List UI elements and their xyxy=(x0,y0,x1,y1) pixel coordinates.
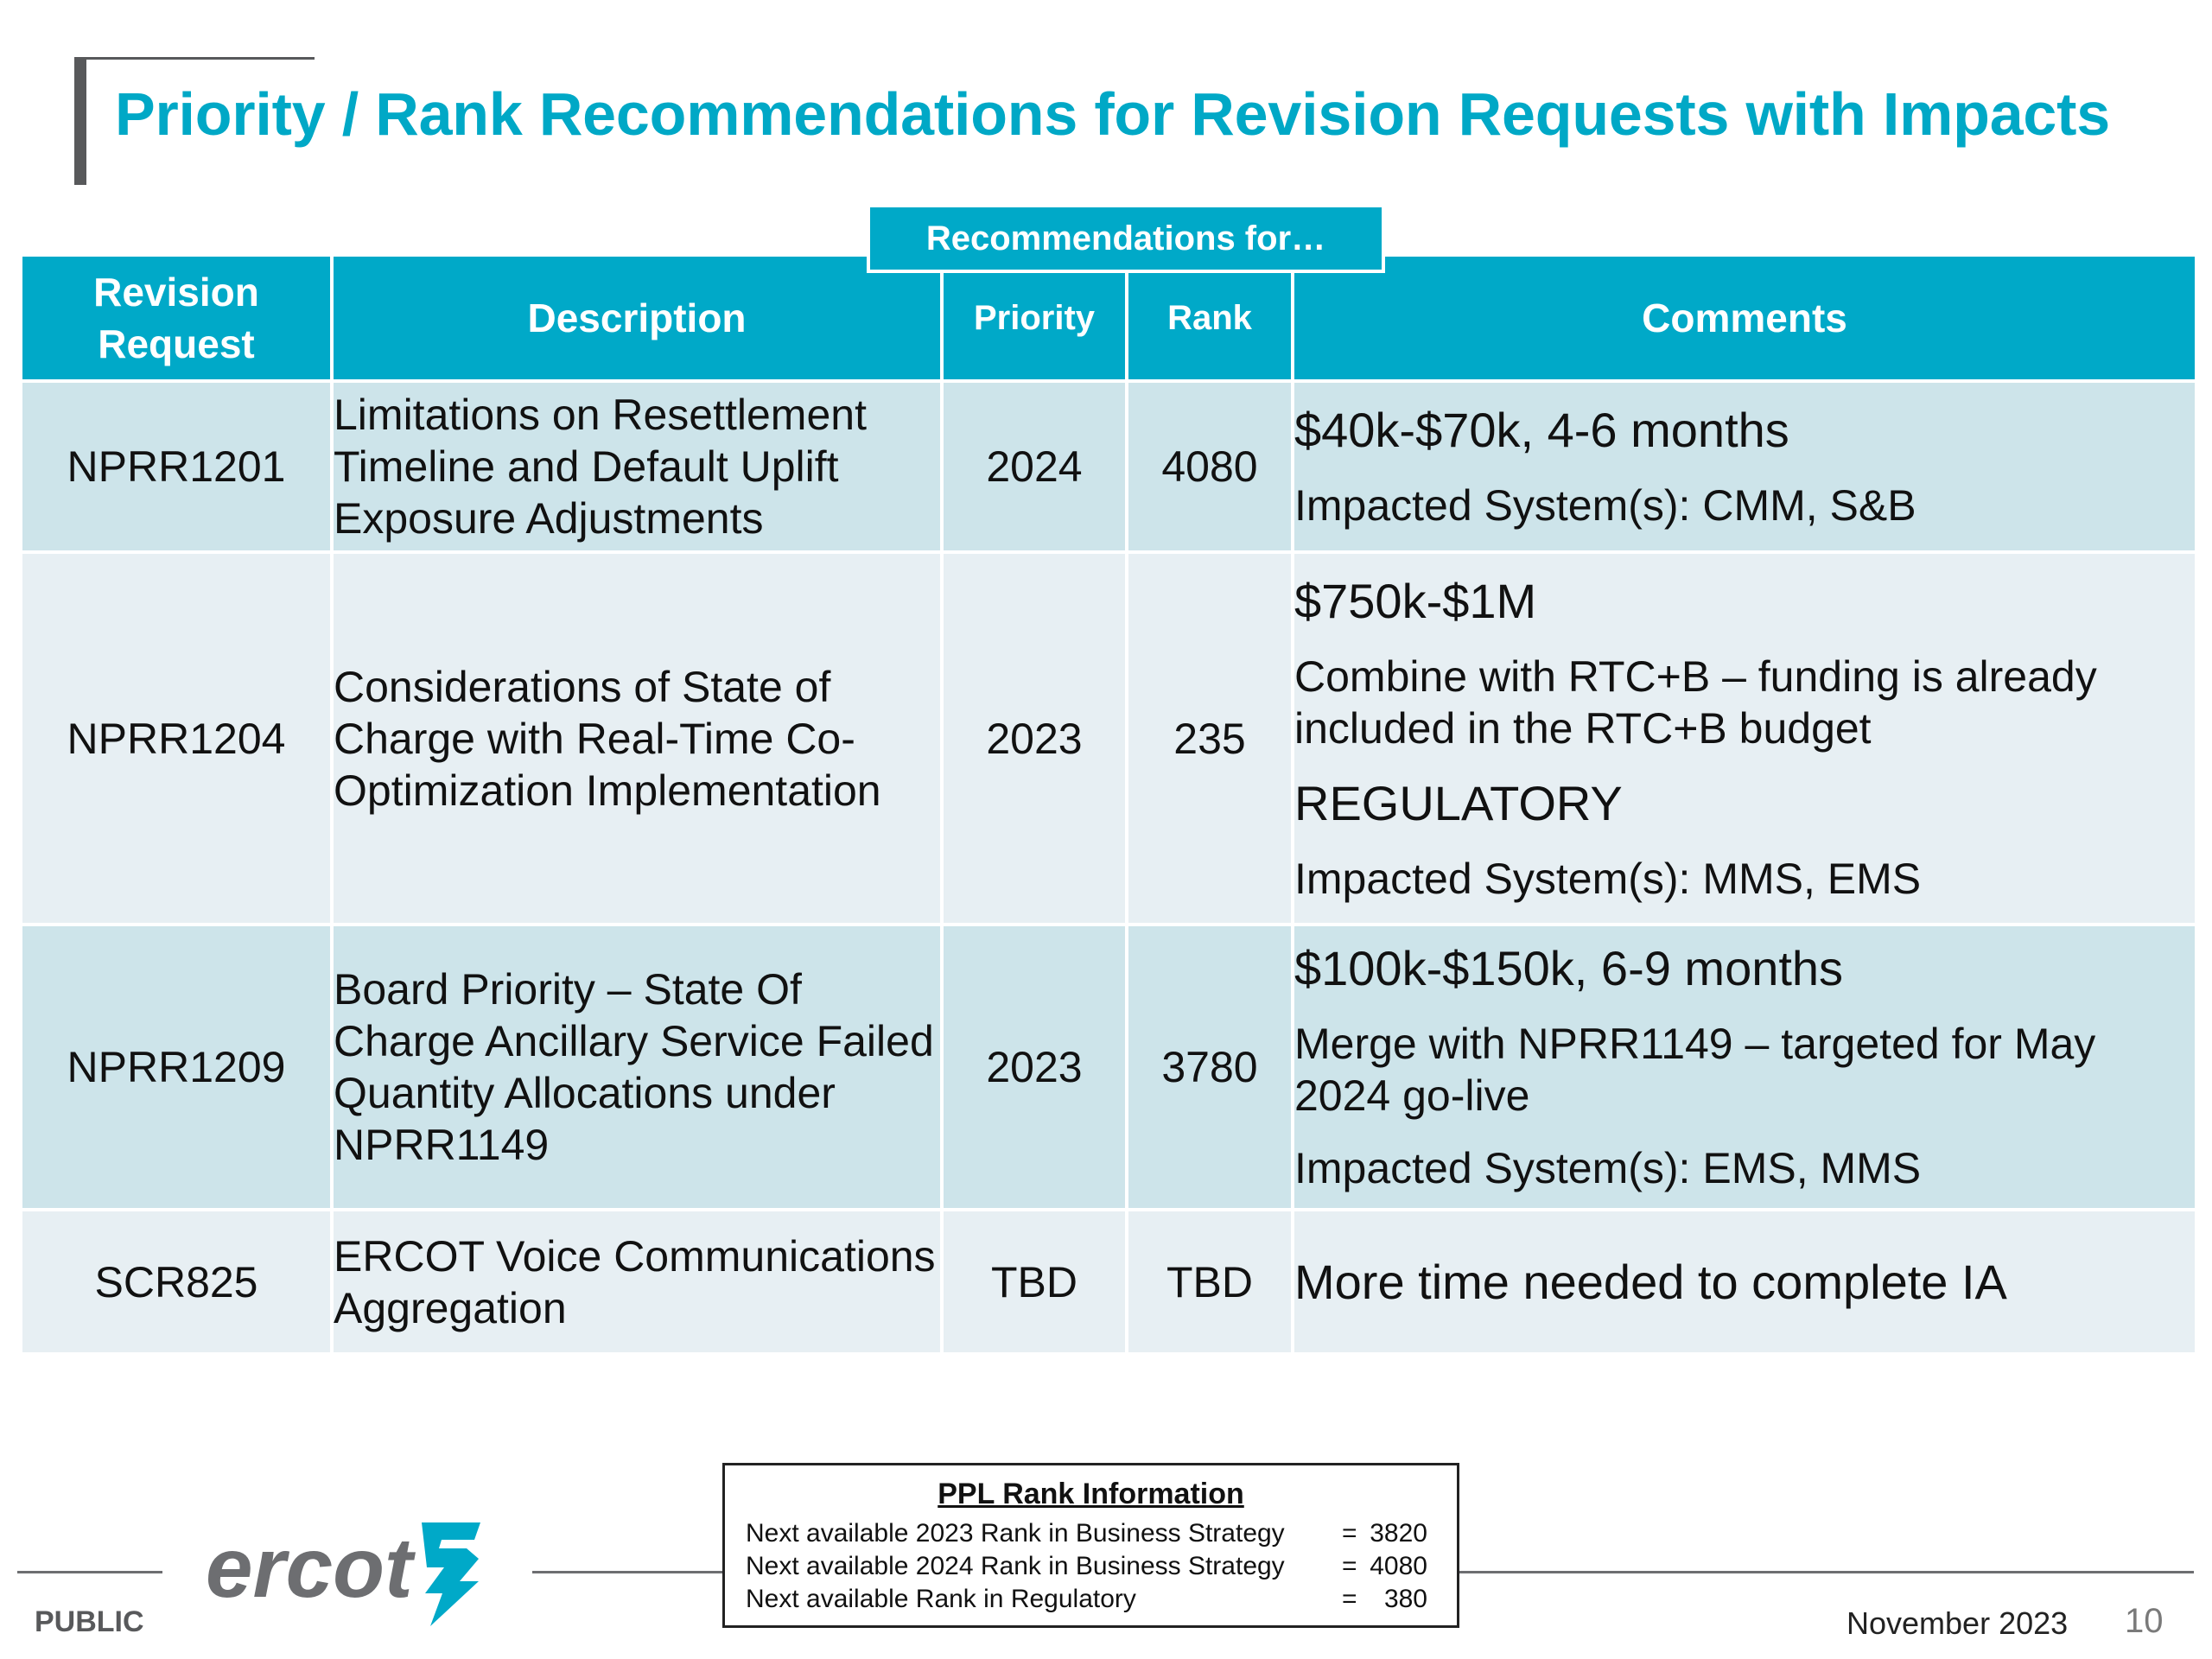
description-cell: Limitations on Resettlement Timeline and Default Uplift Exposure Adjustments xyxy=(334,383,944,554)
ppl-rank-row xyxy=(746,1519,1427,1554)
ppl-rank-row xyxy=(746,1552,1427,1586)
header-revision-request: Revision Request xyxy=(22,257,334,383)
priority-cell: 2023 xyxy=(944,926,1128,1211)
comments-cell xyxy=(1294,1211,2195,1356)
footer-date: November 2023 xyxy=(1847,1605,2069,1641)
priority-cell: 2023 xyxy=(944,554,1128,926)
revision-request-id: NPRR1204 xyxy=(22,554,334,926)
page-number: 10 xyxy=(2125,1602,2164,1640)
rank-cell: 4080 xyxy=(1128,383,1294,554)
ercot-logo xyxy=(204,1510,489,1631)
cost-estimate: $40k-$70k, 4-6 months xyxy=(1294,403,1789,457)
header-comments: Comments xyxy=(1294,257,2195,383)
ppl-rank-equals: = xyxy=(1342,1585,1357,1613)
ppl-rank-value: 380 xyxy=(1383,1585,1427,1613)
cost-estimate: $100k-$150k, 6-9 months xyxy=(1294,941,1844,995)
table-header-row xyxy=(22,257,2195,383)
ppl-rank-equals: = xyxy=(1342,1519,1357,1548)
priority-cell: TBD xyxy=(944,1211,1128,1356)
footer-rule-right xyxy=(1459,1571,2194,1573)
ppl-rank-label: Next available Rank in Regulatory xyxy=(746,1585,1136,1613)
ppl-rank-row xyxy=(746,1585,1427,1619)
rank-cell: 235 xyxy=(1128,554,1294,926)
cost-estimate: $750k-$1M xyxy=(1294,573,1537,628)
title-accent-bar xyxy=(74,57,86,185)
ppl-rank-info-title: PPL Rank Information xyxy=(938,1478,1244,1510)
description-cell: Considerations of State of Charge with Real-Time Co-Optimization Implementation xyxy=(334,554,944,926)
classification-label: PUBLIC xyxy=(35,1605,144,1638)
table-row xyxy=(22,926,2195,1211)
rank-cell: TBD xyxy=(1128,1211,1294,1356)
regulatory-flag: REGULATORY xyxy=(1294,775,1623,830)
impacted-systems: Impacted System(s): MMS, EMS xyxy=(1294,854,1922,903)
title-rule xyxy=(74,57,315,60)
footer-rule-middle xyxy=(532,1571,722,1573)
ppl-rank-info-box xyxy=(722,1463,1459,1628)
revision-requests-table xyxy=(22,257,2195,1356)
description-cell: ERCOT Voice Communications Aggregation xyxy=(334,1211,944,1356)
comment-note: Combine with RTC+B – funding is already included in the RTC+B budget xyxy=(1294,652,2097,753)
impacted-systems: Impacted System(s): CMM, S&B xyxy=(1294,481,1916,530)
revision-request-id: SCR825 xyxy=(22,1211,334,1356)
revision-request-id: NPRR1209 xyxy=(22,926,334,1211)
ppl-rank-equals: = xyxy=(1342,1552,1357,1580)
comments-cell xyxy=(1294,383,2195,554)
slide-title: Priority / Rank Recommendations for Revision Requests with Impacts xyxy=(115,80,2111,148)
table-row xyxy=(22,554,2195,926)
ppl-rank-value: 4080 xyxy=(1370,1552,1427,1580)
comments-cell xyxy=(1294,554,2195,926)
header-priority: Priority xyxy=(944,257,1128,383)
comment-note: More time needed to complete IA xyxy=(1294,1255,2007,1309)
header-rank: Rank xyxy=(1128,257,1294,383)
header-description: Description xyxy=(334,257,944,383)
comment-note: Merge with NPRR1149 – targeted for May 2024 go-live xyxy=(1294,1020,2096,1120)
impacted-systems: Impacted System(s): EMS, MMS xyxy=(1294,1144,1922,1192)
ercot-logo-bolt-icon xyxy=(422,1522,480,1626)
table-row xyxy=(22,1211,2195,1356)
recommendations-label: Recommendations for… xyxy=(867,204,1385,273)
comments-cell xyxy=(1294,926,2195,1211)
ppl-rank-value: 3820 xyxy=(1370,1519,1427,1548)
table-row xyxy=(22,383,2195,554)
ppl-rank-label: Next available 2023 Rank in Business Strategy xyxy=(746,1519,1285,1548)
ppl-rank-label: Next available 2024 Rank in Business Strategy xyxy=(746,1552,1285,1580)
description-cell: Board Priority – State Of Charge Ancillary Service Failed Quantity Allocations under NPRR1149 xyxy=(334,926,944,1211)
rank-cell: 3780 xyxy=(1128,926,1294,1211)
revision-request-id: NPRR1201 xyxy=(22,383,334,554)
priority-cell: 2024 xyxy=(944,383,1128,554)
ercot-logo-text: ercot xyxy=(206,1520,413,1615)
footer-rule-left xyxy=(17,1571,162,1573)
